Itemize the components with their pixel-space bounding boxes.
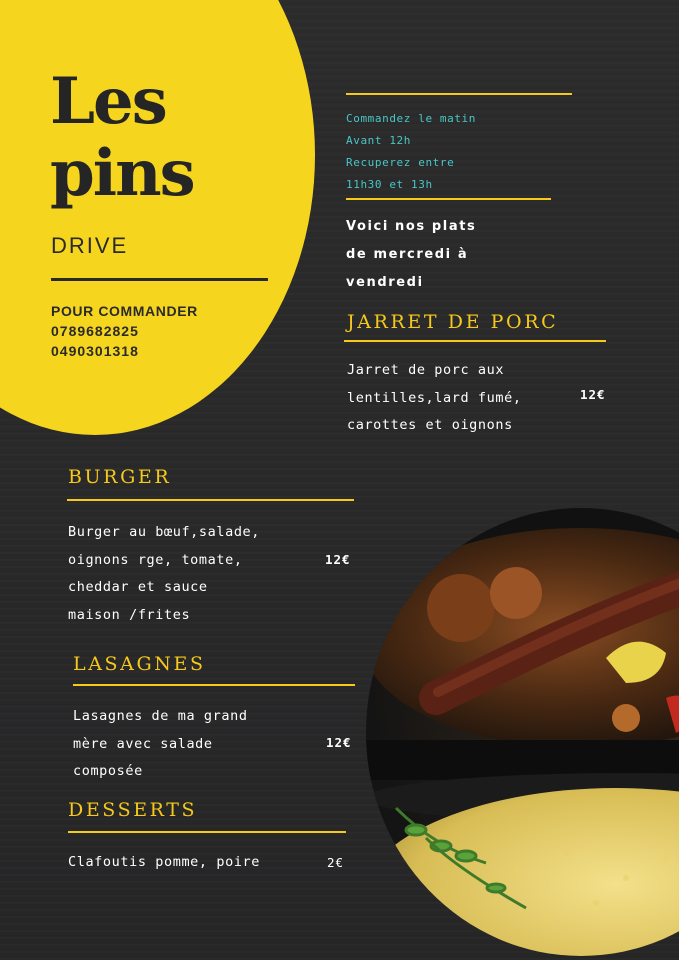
lasagnes-line-1: Lasagnes de ma grand xyxy=(73,708,248,724)
lasagnes-line-3: composée xyxy=(73,763,143,779)
info-top-divider xyxy=(346,93,572,95)
lasagnes-title: LASAGNES xyxy=(73,653,206,675)
info-line-4: 11h30 et 13h xyxy=(346,178,433,191)
jarret-description xyxy=(347,357,522,440)
lasagnes-line-2: mère avec salade xyxy=(73,735,213,752)
order-contact xyxy=(51,301,198,361)
jarret-line-1: Jarret de porc aux xyxy=(347,362,505,378)
phone-number-2[interactable]: 0490301318 xyxy=(51,343,139,359)
burger-description xyxy=(68,519,260,629)
intro-line-2: de mercredi à xyxy=(346,247,469,262)
intro-line-1: Voici nos plats xyxy=(346,219,477,234)
desserts-price: 2€ xyxy=(327,855,345,870)
desserts-divider xyxy=(68,831,346,833)
burger-title: BURGER xyxy=(68,466,172,488)
lasagnes-description xyxy=(73,703,248,786)
phone-number-1[interactable]: 0789682825 xyxy=(51,323,139,339)
burger-line-1: Burger au bœuf,salade, xyxy=(68,524,261,540)
info-line-2: Avant 12h xyxy=(346,134,412,147)
desserts-line-1: Clafoutis pomme, poire xyxy=(68,854,261,870)
jarret-title: JARRET DE PORC xyxy=(347,311,559,333)
food-photo-illustration xyxy=(366,508,679,956)
jarret-line-2: lentilles,lard fumé, xyxy=(347,389,522,406)
title-line-1: Les xyxy=(50,64,166,139)
info-line-3: Recuperez entre xyxy=(346,156,455,169)
order-label: POUR COMMANDER xyxy=(51,303,198,319)
intro-text xyxy=(346,213,476,297)
burger-line-4: maison /frites xyxy=(68,606,191,623)
food-photo xyxy=(366,508,679,956)
lasagnes-divider xyxy=(73,684,355,686)
intro-line-3: vendredi xyxy=(346,275,424,290)
burger-divider xyxy=(67,499,354,501)
jarret-price: 12€ xyxy=(580,387,606,402)
burger-line-3: cheddar et sauce xyxy=(68,579,208,595)
desserts-title: DESSERTS xyxy=(68,799,198,821)
info-bottom-divider xyxy=(346,198,551,200)
jarret-line-3: carottes et oignons xyxy=(347,417,513,433)
info-line-1: Commandez le matin xyxy=(346,112,477,125)
jarret-divider xyxy=(344,340,606,342)
header-divider xyxy=(51,278,268,281)
desserts-description xyxy=(68,849,260,877)
lasagnes-price: 12€ xyxy=(326,735,352,750)
restaurant-title xyxy=(50,66,280,210)
burger-price: 12€ xyxy=(325,552,351,567)
title-line-2: pins xyxy=(50,136,194,211)
burger-line-2: oignons rge, tomate, xyxy=(68,551,243,568)
drive-subtitle: DRIVE xyxy=(51,233,129,258)
